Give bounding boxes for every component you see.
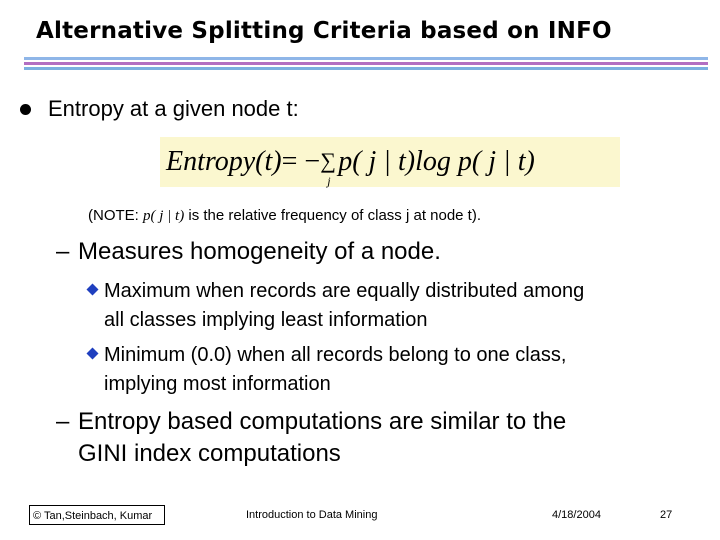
bullet-entropy-text: Entropy at a given node t: [48,96,299,121]
note-prefix: (NOTE: [88,207,143,224]
bullet-icon [20,104,31,115]
diamond-bullet-icon [86,283,99,296]
formula-note [88,207,481,225]
dash-icon: – [56,408,70,435]
sub-item-minimum [104,341,566,399]
dash-item-gini [56,406,567,470]
diamond-bullet-icon [86,347,99,360]
note-suffix: is the relative frequency of class j at node t). [184,207,482,224]
footer-course: Introduction to Data Mining [246,509,378,521]
footer-page-number: 27 [660,509,673,521]
footer-copyright: © Tan,Steinbach, Kumar [29,505,165,525]
formula-equals: = − [281,146,321,177]
dash-item-line: GINI index computations [78,440,341,467]
title-rule-bottom [24,67,708,70]
summation-symbol [320,146,338,188]
dash-icon: – [56,238,70,265]
dash-item-homogeneity [56,236,441,268]
sub-item-line: implying most information [104,373,331,395]
dash-item-text: Measures homogeneity of a node. [78,238,441,265]
sub-item-line: all classes implying least information [104,309,428,331]
dash-item-line: Entropy based computations are similar to the [78,408,567,435]
sigma-glyph: ∑ [320,148,336,173]
slide-title: Alternative Splitting Criteria based on INFO [36,18,612,44]
formula-term: p( j | t)log p( j | t) [338,146,535,177]
title-rule-middle [24,62,708,65]
footer-date: 4/18/2004 [552,509,601,521]
sigma-subscript: j [327,174,331,188]
sub-item-maximum [104,277,584,335]
title-rule-top [24,57,708,60]
formula-lhs: Entropy(t) [166,146,282,177]
note-expression: p( j | t) [143,208,185,224]
sub-item-line: Maximum when records are equally distributed among [104,280,585,302]
sub-item-line: Minimum (0.0) when all records belong to one class, [104,344,567,366]
entropy-formula [160,137,620,187]
